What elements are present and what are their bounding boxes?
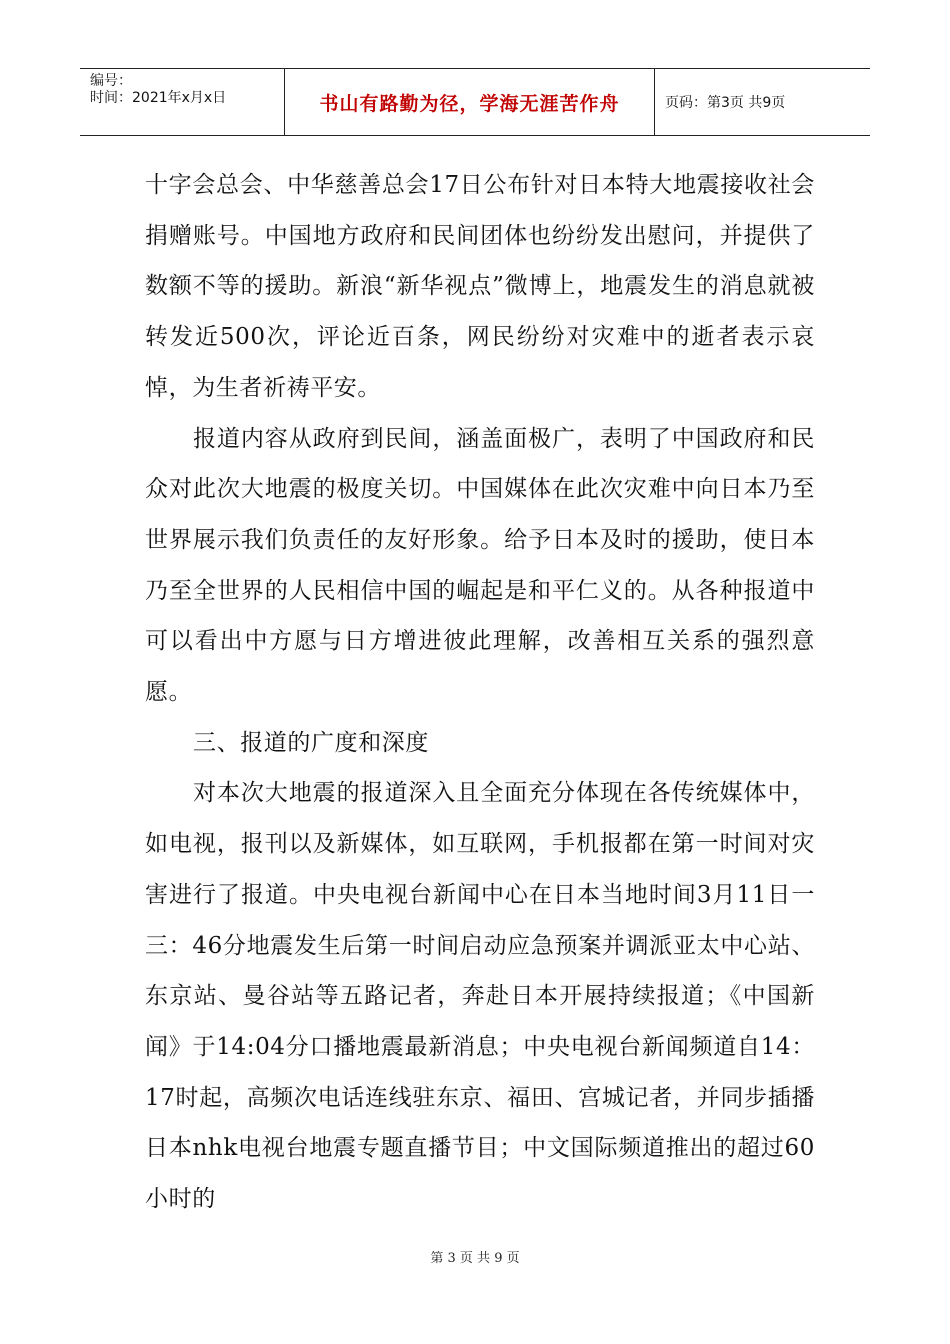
section-heading: 三、报道的广度和深度 xyxy=(193,729,429,756)
page-info: 页码：第3页 共9页 xyxy=(665,95,786,111)
paragraph: 对本次大地震的报道深入且全面充分体现在各传统媒体中，如电视，报刊以及新媒体，如互联网，手机报都在第一时间对灾害进行了报道。中央电视台新闻中心在日本当地时间3月11日一三：46分地震发生后第一时间启动应急预案并调派亚太中心站、东京站、曼谷站等五路记者，奔赴日本开展持续报道；《中国新闻》于14:04分口播地震最新消息；中央电视台新闻频道自14：17时起，高频次电话连线驻东京、福田、宫城记者，并同步插播日本nhk电视台地震专题直播节目；中文国际频道推出的超过60小时的 xyxy=(145,780,815,1213)
paragraph: 报道内容从政府到民间，涵盖面极广，表明了中国政府和民众对此次大地震的极度关切。中国媒体在此次灾难中向日本乃至世界展示我们负责任的友好形象。给予日本及时的援助，使日本乃至全世界的人民相信中国的崛起是和平仁义的。从各种报道中可以看出中方愿与日方增进彼此理解，改善相互关系的强烈意愿。 xyxy=(145,425,815,706)
header-motto-cell xyxy=(285,69,655,135)
document-header xyxy=(80,68,870,136)
page-footer: 第 3 页 共 9 页 xyxy=(430,1251,520,1266)
date-label: 时间：2021年x月x日 xyxy=(90,90,227,106)
motto-text: 书山有路勤为径，学海无涯苦作舟 xyxy=(319,92,620,115)
serial-number-label: 编号： xyxy=(90,73,132,89)
header-page-cell xyxy=(655,69,870,135)
document-body xyxy=(145,160,815,1225)
paragraph-continuation: 十字会总会、中华慈善总会17日公布针对日本特大地震接收社会捐赠账号。中国地方政府和民间团体也纷纷发出慰问，并提供了数额不等的援助。新浪“新华视点”微博上，地震发生的消息就被转发近500次，评论近百条，网民纷纷对灾难中的逝者表示哀悼，为生者祈祷平安。 xyxy=(145,172,815,401)
header-meta-cell xyxy=(80,69,285,135)
